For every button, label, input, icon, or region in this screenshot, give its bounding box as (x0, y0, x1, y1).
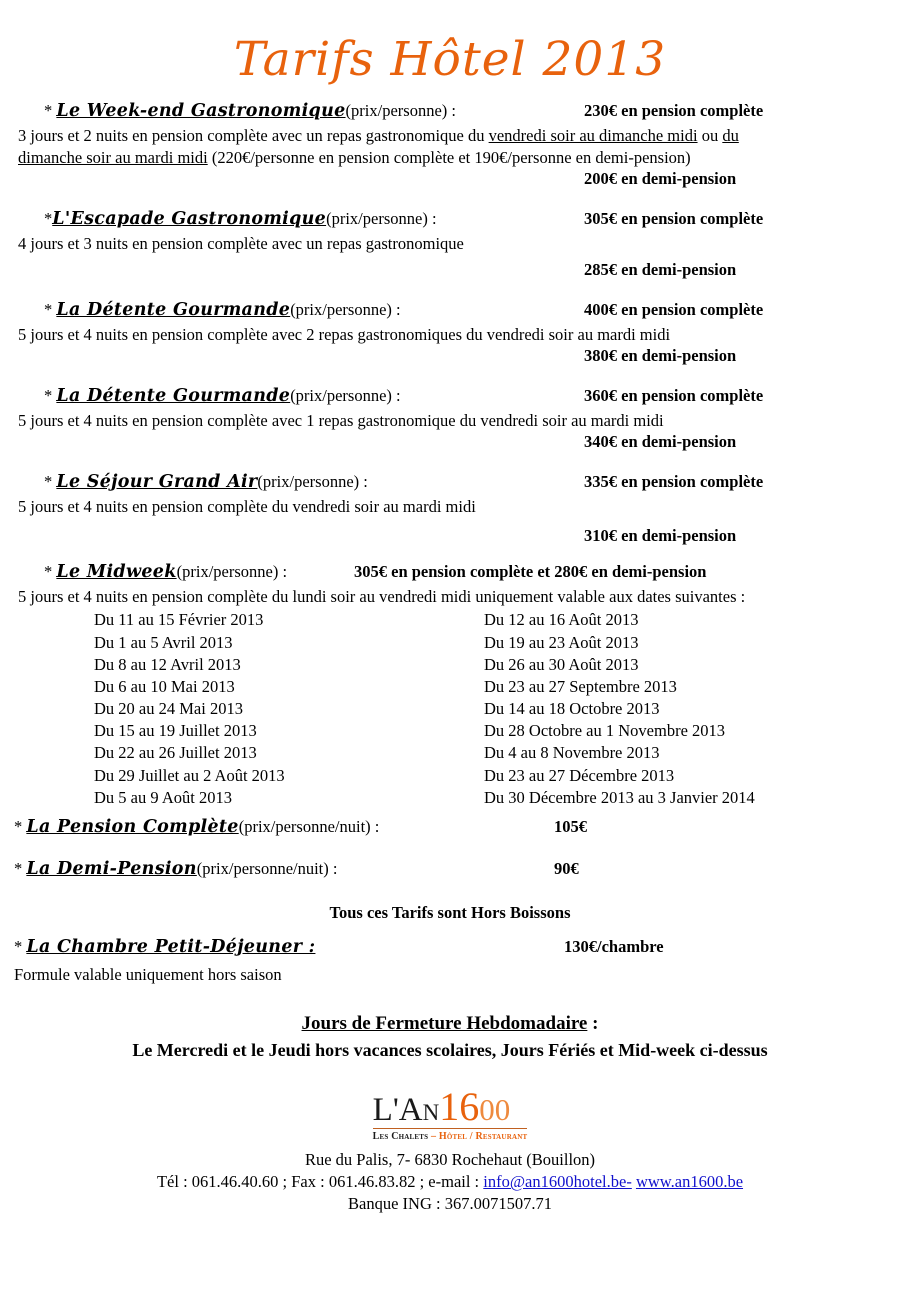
offer-title: Le Séjour Grand Air (56, 471, 258, 492)
offer-week-end-gastronomique (14, 101, 886, 193)
offer-full-board-price: 360€ en pension complète (584, 386, 764, 406)
offer-escapade-gastronomique (14, 209, 886, 283)
list-item: Du 11 au 15 Février 2013 (94, 610, 264, 630)
desc-underline-3: dimanche soir au mardi midi (18, 147, 208, 167)
offer-header (14, 300, 886, 324)
logo-container (14, 1084, 886, 1144)
bullet-asterisk: * (44, 101, 57, 120)
offer-description: 5 jours et 4 nuits en pension complète avec 1 repas gastronomique du vendredi soir au mardi midi (18, 411, 664, 431)
offer-detente-gourmande-2-repas (14, 300, 886, 370)
bullet-asterisk: * (14, 937, 27, 957)
logo-wordmark (372, 1084, 528, 1130)
offer-half-board-row (14, 346, 886, 370)
list-item: Du 19 au 23 Août 2013 (484, 632, 639, 652)
list-item: Du 14 au 18 Octobre 2013 (484, 699, 660, 719)
an1600-logo (372, 1084, 528, 1143)
offer-qualifier: (prix/personne) : (345, 101, 456, 120)
closing-days-block (14, 1013, 886, 1061)
closing-days-title-suffix: : (587, 1013, 599, 1035)
offer-header (14, 209, 886, 233)
offer-title: Le Week-end Gastronomique (56, 101, 346, 121)
footer-contact-prefix: Tél : 061.46.40.60 ; Fax : 061.46.83.82 ; e-mail : (156, 1172, 484, 1192)
rate-title: La Demi-Pension (26, 859, 197, 880)
bullet-asterisk: * (14, 817, 27, 837)
offer-half-board-price: 340€ en demi-pension (584, 431, 737, 451)
offer-full-board-price: 305€ en pension complète (584, 208, 764, 228)
offer-half-board-row (14, 254, 886, 282)
offer-header (14, 562, 886, 586)
midweek-description: 5 jours et 4 nuits en pension complète du lundi soir au vendredi midi uniquement valable aux dates suivantes : (18, 586, 746, 606)
desc-part-b: ou (697, 126, 723, 145)
list-item: Du 15 au 19 Juillet 2013 (94, 721, 257, 741)
offer-qualifier: (prix/personne) : (176, 561, 288, 581)
drinks-notice: Tous ces Tarifs sont Hors Boissons (329, 903, 571, 923)
logo-00-text: 00 (479, 1092, 511, 1128)
offer-qualifier: (prix/personne) : (326, 208, 437, 228)
footer-address: Rue du Palis, 7- 6830 Rochehaut (Bouillon) (304, 1150, 596, 1170)
midweek-dates-right-column (484, 609, 755, 809)
closing-days-title-underlined: Jours de Fermeture Hebdomadaire (301, 1013, 588, 1035)
rate-chambre-petit-dejeuner (14, 937, 886, 961)
list-item: Du 5 au 9 Août 2013 (94, 787, 232, 807)
offer-description: 5 jours et 4 nuits en pension complète avec 2 repas gastronomiques du vendredi soir au mardi midi (18, 325, 671, 345)
offer-qualifier: (prix/personne) : (257, 471, 368, 491)
offer-header (14, 101, 886, 125)
chambre-note: Formule valable uniquement hors saison (14, 965, 282, 985)
bullet-asterisk: * (44, 561, 57, 581)
offer-description: 5 jours et 4 nuits en pension complète du vendredi soir au mardi midi (18, 496, 476, 516)
logo-subtitle-dark: Les Chalets (372, 1131, 431, 1143)
logo-subtitle (373, 1131, 528, 1142)
rate-title: La Chambre Petit-Déjeuner : (26, 937, 316, 958)
bullet-asterisk: * (44, 208, 53, 228)
logo-subtitle-orange: – Hôtel / Restaurant (430, 1131, 528, 1143)
website-link[interactable]: www.an1600.be (635, 1172, 744, 1192)
offer-half-board-price: 380€ en demi-pension (584, 346, 737, 366)
midweek-dates-left-column (94, 609, 285, 809)
offer-sejour-grand-air (14, 472, 886, 548)
offer-full-board-price: 230€ en pension complète (584, 101, 764, 120)
offer-midweek (14, 562, 886, 808)
offer-header (14, 472, 886, 496)
offer-description: 4 jours et 3 nuits en pension complète avec un repas gastronomique (18, 233, 464, 253)
offer-detente-gourmande-1-repas (14, 386, 886, 456)
bullet-asterisk: * (44, 386, 57, 406)
offer-title: L'Escapade Gastronomique (52, 208, 327, 229)
page-title: Tarifs Hôtel 2013 (233, 32, 667, 87)
offer-title: La Détente Gourmande (56, 386, 291, 407)
offer-half-board-row (14, 432, 886, 456)
list-item: Du 26 au 30 Août 2013 (484, 654, 639, 674)
offer-half-board-price: 285€ en demi-pension (584, 260, 737, 280)
offer-qualifier: (prix/personne) : (290, 386, 401, 406)
offer-half-board-row (14, 518, 886, 548)
offer-half-board-price: 200€ en demi-pension (584, 168, 737, 188)
list-item: Du 4 au 8 Novembre 2013 (484, 743, 660, 763)
list-item: Du 29 Juillet au 2 Août 2013 (94, 765, 285, 785)
footer-bank: Banque ING : 367.0071507.71 (348, 1194, 552, 1214)
list-item: Du 1 au 5 Avril 2013 (94, 632, 233, 652)
list-item: Du 12 au 16 Août 2013 (484, 610, 639, 630)
logo-lan-text: L'An (372, 1092, 440, 1129)
rate-price: 105€ (554, 817, 587, 837)
rate-qualifier: (prix/personne/nuit) : (238, 817, 380, 837)
footer-contact (14, 1149, 886, 1215)
footer-contact-line (14, 1171, 886, 1193)
offer-description (14, 125, 886, 169)
list-item: Du 23 au 27 Septembre 2013 (484, 676, 677, 696)
offer-title: La Détente Gourmande (56, 300, 291, 321)
midweek-price: 305€ en pension complète et 280€ en demi-pension (354, 561, 707, 581)
bullet-asterisk: * (44, 300, 57, 320)
email-link[interactable]: info@an1600hotel.be- (483, 1172, 632, 1192)
list-item: Du 23 au 27 Décembre 2013 (484, 765, 675, 785)
offer-qualifier: (prix/personne) : (290, 300, 401, 320)
rate-demi-pension (14, 859, 886, 883)
rate-title: La Pension Complète (26, 817, 239, 838)
desc-part-a: 3 jours et 2 nuits en pension complète avec un repas gastronomique du (18, 126, 489, 145)
midweek-dates (14, 609, 886, 807)
closing-days-title (14, 1013, 886, 1035)
list-item: Du 8 au 12 Avril 2013 (94, 654, 241, 674)
offer-half-board-price: 310€ en demi-pension (584, 525, 737, 545)
list-item: Du 20 au 24 Mai 2013 (94, 699, 243, 719)
list-item: Du 22 au 26 Juillet 2013 (94, 743, 257, 763)
offer-title: Le Midweek (56, 561, 177, 582)
offer-header (14, 386, 886, 410)
rate-price: 130€/chambre (564, 937, 664, 957)
desc-underline-1: vendredi soir au dimanche midi (488, 126, 698, 145)
desc-part-c: (220€/personne en pension complète et 190€/personne en demi-pension) (207, 147, 691, 167)
bullet-asterisk: * (44, 471, 57, 491)
desc-underline-2: du (722, 126, 739, 145)
offer-half-board-row (14, 169, 886, 193)
offer-full-board-price: 400€ en pension complète (584, 300, 764, 320)
rate-pension-complete (14, 817, 886, 841)
offer-full-board-price: 335€ en pension complète (584, 471, 764, 491)
rate-price: 90€ (554, 859, 579, 879)
list-item: Du 6 au 10 Mai 2013 (94, 676, 235, 696)
list-item: Du 28 Octobre au 1 Novembre 2013 (484, 721, 726, 741)
logo-16-text: 16 (439, 1084, 480, 1130)
closing-days-detail: Le Mercredi et le Jeudi hors vacances scolaires, Jours Fériés et Mid-week ci-dessus (132, 1040, 768, 1061)
rate-qualifier: (prix/personne/nuit) : (196, 859, 338, 879)
list-item: Du 30 Décembre 2013 au 3 Janvier 2014 (484, 787, 755, 807)
bullet-asterisk: * (14, 859, 27, 879)
